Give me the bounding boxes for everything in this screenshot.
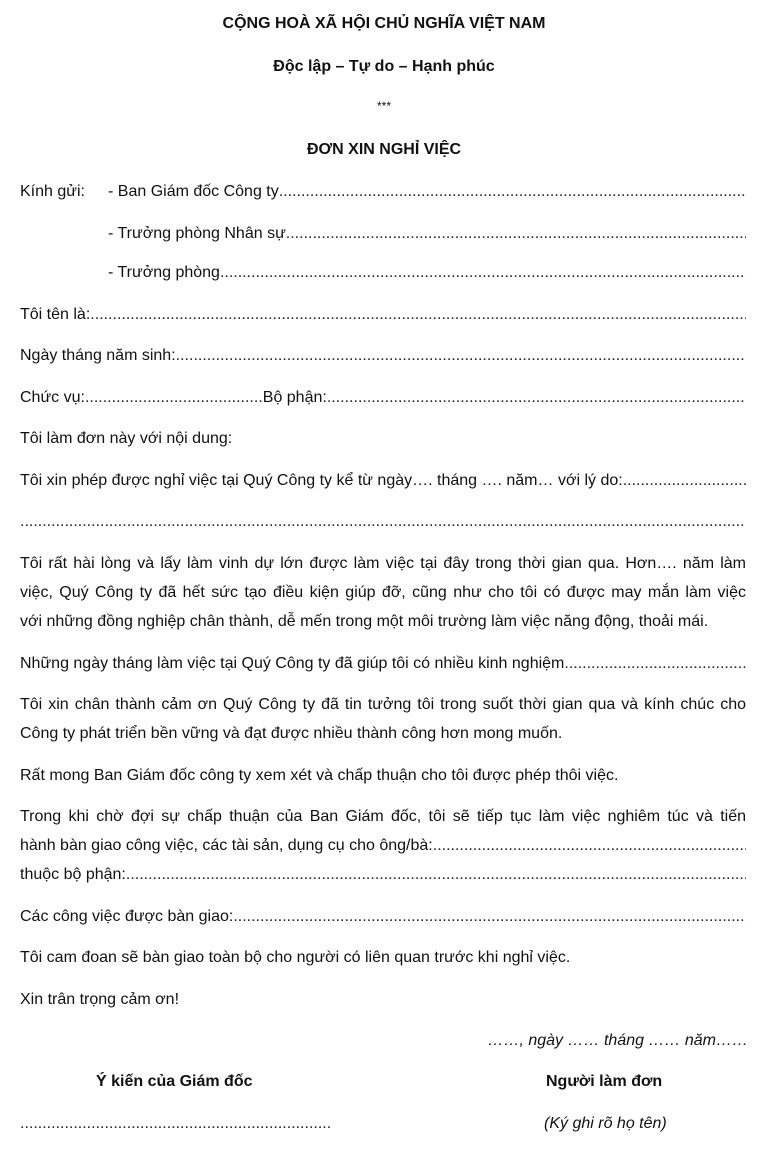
paragraph-5-line-2 bbox=[20, 836, 746, 856]
paragraph-3-line-1: Tôi xin chân thành cảm ơn Quý Công ty đã tin tưởng tôi trong suốt thời gian qua và kính chúc cho bbox=[20, 696, 746, 713]
recipient-hr bbox=[108, 224, 746, 244]
paragraph-1-line-3: với những đồng nghiệp chân thành, dễ mến trong một môi trường làm việc năng động, thoải mái. bbox=[20, 613, 709, 630]
dob-field bbox=[20, 346, 746, 366]
director-opinion-title: Ý kiến của Giám đốc bbox=[96, 1073, 253, 1090]
motto: Độc lập – Tự do – Hạnh phúc bbox=[273, 58, 495, 75]
applicant-signature-note: (Ký ghi rõ họ tên) bbox=[544, 1115, 667, 1132]
dotted-fill bbox=[126, 865, 746, 885]
dotted-fill bbox=[286, 224, 746, 244]
separator-stars: *** bbox=[376, 99, 391, 113]
name-label: Tôi tên là: bbox=[20, 306, 91, 323]
position-label: Chức vụ: bbox=[20, 389, 85, 406]
recipient-dept bbox=[108, 263, 746, 283]
handover-tasks-label: Các công việc được bàn giao: bbox=[20, 908, 234, 925]
nation-heading: CỘNG HOÀ XÃ HỘI CHỦ NGHĨA VIỆT NAM bbox=[222, 15, 546, 32]
dob-label: Ngày tháng năm sinh: bbox=[20, 347, 176, 364]
paragraph-2 bbox=[20, 654, 746, 674]
paragraph-1-line-1: Tôi rất hài lòng và lấy làm vinh dự lớn được làm việc tại đây trong thời gian qua. Hơn…. năm làm bbox=[20, 555, 746, 572]
dotted-fill bbox=[233, 907, 746, 927]
dotted-fill bbox=[327, 388, 746, 408]
dotted-fill bbox=[20, 512, 746, 532]
closing-thanks: Xin trân trọng cảm ơn! bbox=[20, 991, 180, 1008]
recipient-board-label: - Ban Giám đốc Công ty bbox=[108, 183, 279, 200]
name-field bbox=[20, 305, 746, 325]
paragraph-1-line-2: việc, Quý Công ty đã hết sức tạo điều kiện giúp đỡ, cũng như cho tôi có được may mắn làm việc bbox=[20, 584, 746, 601]
dotted-fill bbox=[564, 654, 746, 674]
dotted-fill bbox=[90, 305, 746, 325]
position-dots: ........................................ bbox=[84, 389, 263, 406]
applicant-title: Người làm đơn bbox=[546, 1073, 663, 1090]
recipient-label: Kính gửi: bbox=[20, 183, 85, 200]
paragraph-2-text: Những ngày tháng làm việc tại Quý Công ty đã giúp tôi có nhiều kinh nghiệm bbox=[20, 655, 565, 672]
document-title: ĐƠN XIN NGHỈ VIỆC bbox=[306, 141, 462, 158]
request-text: Tôi xin phép được nghỉ việc tại Quý Công ty kể từ ngày…. tháng …. năm… với lý do: bbox=[20, 472, 623, 489]
position-department-field bbox=[20, 388, 746, 408]
reason-line bbox=[20, 512, 746, 532]
handover-recipient-label: hành bàn giao công việc, các tài sản, dụng cụ cho ông/bà: bbox=[20, 837, 433, 854]
recipient-hr-label: - Trưởng phòng Nhân sự bbox=[108, 225, 286, 242]
signature-date: ……, ngày …… tháng …… năm…… bbox=[487, 1032, 748, 1049]
intro-text: Tôi làm đơn này với nội dung: bbox=[20, 430, 233, 447]
paragraph-3-line-2: Công ty phát triển bền vững và đạt được nhiều thành công hơn mong muốn. bbox=[20, 725, 563, 742]
paragraph-6 bbox=[20, 907, 746, 927]
department-label: Bộ phận: bbox=[262, 389, 327, 406]
dotted-fill bbox=[433, 836, 746, 856]
paragraph-5-line-3 bbox=[20, 865, 746, 885]
paragraph-5-line-1: Trong khi chờ đợi sự chấp thuận của Ban Giám đốc, tôi sẽ tiếp tục làm việc nghiêm túc và tiến bbox=[20, 808, 746, 825]
paragraph-4: Rất mong Ban Giám đốc công ty xem xét và chấp thuận cho tôi được phép thôi việc. bbox=[20, 767, 619, 784]
recipient-dept-label: - Trưởng phòng bbox=[108, 264, 220, 281]
dotted-fill bbox=[623, 471, 746, 491]
dotted-fill bbox=[176, 346, 746, 366]
paragraph-7: Tôi cam đoan sẽ bàn giao toàn bộ cho người có liên quan trước khi nghỉ việc. bbox=[20, 949, 571, 966]
dotted-fill bbox=[220, 263, 746, 283]
recipient-board bbox=[108, 182, 746, 202]
director-opinion-line: ...................................................................... bbox=[20, 1115, 332, 1132]
dotted-fill bbox=[279, 182, 746, 202]
handover-department-label: thuộc bộ phận: bbox=[20, 866, 126, 883]
request-line bbox=[20, 471, 746, 491]
